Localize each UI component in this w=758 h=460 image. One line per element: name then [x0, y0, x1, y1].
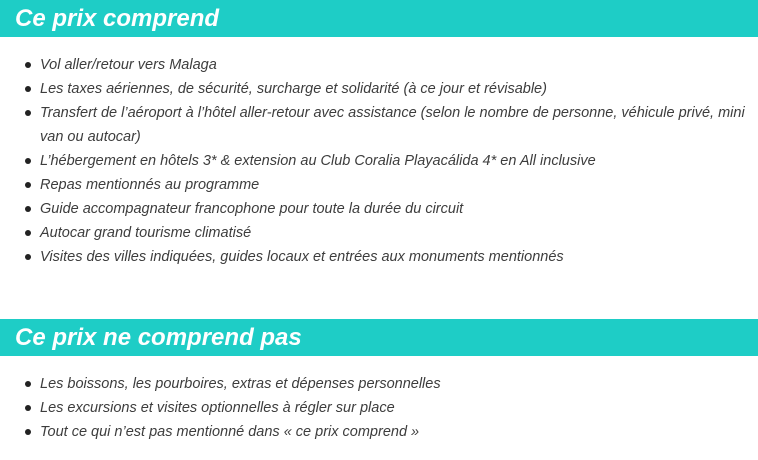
list-item-text: Transfert de l’aéroport à l’hôtel aller-retour avec assistance (selon le nombre de personne, véhicule privé, mini van ou autocar): [40, 105, 745, 145]
list-item: [0, 245, 758, 269]
list-item-text: Vol aller/retour vers Malaga: [40, 57, 217, 73]
list-item-text: Les excursions et visites optionnelles à régler sur place: [40, 400, 395, 416]
list-item-text: Les taxes aériennes, de sécurité, surcharge et solidarité (à ce jour et révisable): [40, 81, 547, 97]
included-list: [0, 53, 758, 269]
bullet-icon: [25, 158, 31, 164]
included-section-title: Ce prix comprend: [0, 0, 758, 37]
excluded-section-title: Ce prix ne comprend pas: [0, 319, 758, 356]
bullet-icon: [25, 62, 31, 68]
list-item: [0, 420, 758, 444]
list-item: [0, 101, 758, 149]
list-item: [0, 221, 758, 245]
bullet-icon: [25, 86, 31, 92]
bullet-icon: [25, 405, 31, 411]
bullet-icon: [25, 230, 31, 236]
list-item-text: Visites des villes indiquées, guides locaux et entrées aux monuments mentionnés: [40, 249, 564, 265]
excluded-list: [0, 372, 758, 444]
bullet-icon: [25, 182, 31, 188]
bullet-icon: [25, 254, 31, 260]
list-item: [0, 53, 758, 77]
bullet-icon: [25, 381, 31, 387]
list-item-text: Repas mentionnés au programme: [40, 177, 260, 193]
list-item: [0, 77, 758, 101]
list-item-text: Tout ce qui n’est pas mentionné dans « ce prix comprend »: [40, 424, 420, 440]
bullet-icon: [25, 110, 31, 116]
list-item-text: Guide accompagnateur francophone pour toute la durée du circuit: [40, 201, 464, 217]
list-item: [0, 173, 758, 197]
list-item-text: L’hébergement en hôtels 3* & extension au Club Coralia Playacálida 4* en All inclusive: [40, 153, 596, 169]
list-item: [0, 149, 758, 173]
list-item: [0, 372, 758, 396]
list-item: [0, 396, 758, 420]
list-item: [0, 197, 758, 221]
list-item-text: Autocar grand tourisme climatisé: [40, 225, 252, 241]
bullet-icon: [25, 429, 31, 435]
list-item-text: Les boissons, les pourboires, extras et dépenses personnelles: [40, 376, 441, 392]
bullet-icon: [25, 206, 31, 212]
